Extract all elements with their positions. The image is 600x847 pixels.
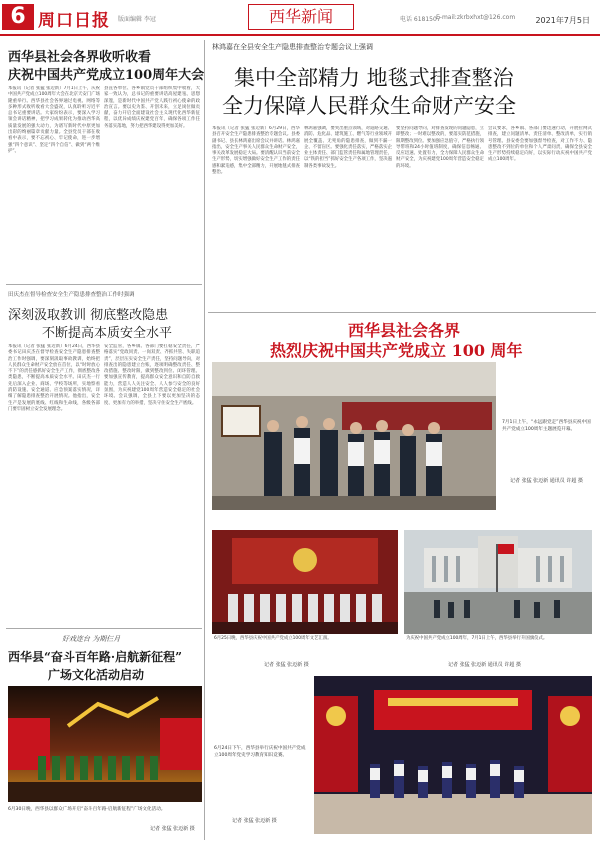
story1-divider [6, 284, 202, 285]
flag-ceremony-photo [404, 530, 592, 634]
square-performance-photo [8, 686, 202, 802]
main-story-title-line2: 全力保障人民群众生命财产安全 [222, 94, 516, 118]
story3-title-line2: 广场文化活动启动 [48, 668, 145, 682]
main-story-col3: 要坚持问题导向，对排查发现的问题隐患，立即整改；一时难以整改的，要落实防范措施，限期整改到位。要加强应急值守，严格执行领导带班和24小时值班制度，确保信息畅通、反应迅速、处置有力，全力保障人民群众生命财产安全，为庆祝建党100周年营造安全稳定的环境。 [396, 126, 484, 169]
story2-body-col1: 本报讯（记者 张猛 张迈新）6月24日，西华县委书记田庆杰在督导检查安全生产隐患排查整治工作时强调，要深刻汲取事故教训，始终把人民群众生命财产安全放在首位，以“时时放心不下”的责任感抓好安全生产工作，彻底整改各类隐患，不断提高本质安全水平。田庆杰一行先后深入企业、商场、学校等场所，实地察看消防设施、安全通道、应急预案落实情况，详细了解隐患排查整治开展情况。他指出，安全生产是发展的底线、红线和生命线，各级各部门要牢固树立安全发展理念。 [8, 344, 100, 412]
feature-title-line2: 热烈庆祝中国共产党成立 100 周年 [270, 341, 523, 360]
exhibition-photo [212, 362, 496, 510]
story3-caption: 6月30日晚，西华县以群众广场开启“奋斗百年路·启航新征程”广场文化活动。 [8, 807, 166, 812]
story1-body-col2: 县直各单位、各乡镇党员干部组织集中收看，大家一致认为，总书记的重要讲话高屋建瓴、思想深邃，是新时代中国共产党人践行初心使命的政治宣言。要以史为鉴、开创未来，立足岗位做贡献，奋力开启全面建设社会主义现代化西华新征程，以优异成绩庆祝建党百年，确保各项工作任务落实落地，努力把西华建设得更加美好。 [104, 86, 200, 129]
story2-kicker: 田庆杰在督导检查安全生产隐患排查整治工作时强调 [8, 292, 135, 298]
story1-title-line1: 西华县社会各界收听收看 [8, 50, 152, 65]
caption-contest: 6月24日下午，西华县举行庆祝中国共产党成立100周年党史学习教育知识竞赛。 [214, 746, 306, 758]
main-story-col2: 林鸿嘉强调，要突出重点领域，对道路交通、消防、危化品、建筑施工、燃气等行业领域开展全覆盖、无死角的隐患排查，做到不漏一企、不留盲区。要强化责任落实，严格落实企业主体责任、部门监管责任和属地管理责任，以“铁的担当”抓好安全生产各项工作，坚决遏制各类事故发生。 [304, 126, 392, 169]
main-story-title-line1: 集中全部精力 地毯式排查整治 [234, 66, 514, 90]
credit-exhibition: 记者 张猛 张迈新 通讯员 许超 摄 [510, 478, 583, 484]
main-story-kicker: 林鸿嘉在全县安全生产隐患排查整治专题会议上强调 [212, 43, 373, 51]
caption-exhibition: 7月1日上午，“永远跟党走”西华县庆祝中国共产党成立100周年主题展览开幕。 [502, 420, 591, 432]
credit-contest: 记者 张猛 张迈新 摄 [232, 818, 277, 824]
issue-date: 2021年7月5日 [535, 16, 590, 25]
column-divider [204, 40, 205, 840]
page-number: 6 [2, 4, 34, 30]
main-story-col4: 会议要求，各乡镇、各部门要迅速行动，开展拉网式排查，建立问题清单、责任清单、整改清单，实行销号管理。县安委会要加强督导检查，对工作不力、隐患整改不到位的单位和个人严肃问责，确保全县安全生产形势持续稳定向好，以实际行动庆祝中国共产党成立100周年。 [488, 126, 592, 163]
story3-title-line1: 西华县“奋斗百年路·启航新征程” [8, 650, 182, 664]
story3-kicker: 好戏连台 为期仨月 [62, 635, 121, 643]
editor-meta: 版面编辑 李冠 [118, 16, 156, 23]
gala-photo [212, 530, 398, 634]
masthead [0, 0, 600, 36]
story2-body-col2: 安全监管，各乡镇、各部门要扛稳安全责任，严格落实“党政同责、一岗双责、齐抓共管、失职追责”，层层压实安全生产责任，坚持问题导向，对排查出的隐患建立台账，逐项明确整改责任、整改措施、整改时限，做到整改到位、闭环管理。要加强宣传教育，提高群众安全意识和自防自救能力，营造人人关注安全、人人参与安全的良好氛围，为庆祝建党100周年营造安全稳定的社会环境。会议强调，全县上下要以更加坚决的态度、更加有力的举措，坚决守住安全生产底线。 [104, 344, 200, 406]
story3-credit: 记者 张猛 张迈新 摄 [150, 826, 195, 832]
phone-meta: 电话 6181507 [400, 16, 441, 23]
masthead-rule [0, 34, 600, 36]
email-meta: E-mail:zkrbxhxt@126.com [436, 14, 516, 21]
newspaper-logo: 周口日报 [38, 11, 110, 31]
section-title: 西华新闻 [248, 4, 354, 30]
story1-title-line2: 庆祝中国共产党成立100周年大会 [8, 68, 205, 83]
feature-title-line1: 西华县社会各界 [348, 321, 461, 340]
story2-divider [6, 628, 202, 629]
caption-flag-ceremony: 为庆祝中国共产党成立100周年，7月1日上午，西华县举行升国旗仪式。 [406, 636, 548, 641]
credit-flag-ceremony: 记者 张猛 张迈新 通讯员 许超 摄 [448, 662, 521, 668]
story1-body-col1: 本报讯（记者 张猛 张迈新）7月1日上午，庆祝中国共产党成立100周年大会在北京天安门广场隆重举行。西华县社会各界通过电视、网络等多种形式收听收看大会盛况，认真聆听习近平总书记重要讲话。大家纷纷表示，要深入学习领会讲话精神，把学习成果转化为推动西华高质量发展的强大动力，为谱写新时代中原更加出彩的绚丽篇章贡献力量。全县党员干部在收看中表示，要不忘初心、牢记使命，进一步增强“四个意识”、坚定“四个自信”、做到“两个维护”。 [8, 86, 100, 154]
caption-gala: 6月25日晚，西华县庆祝中国共产党成立100周年文艺汇演。 [214, 636, 332, 641]
credit-gala: 记者 张猛 张迈新 摄 [264, 662, 309, 668]
feature-divider [208, 312, 596, 313]
story2-title-line2: 不断提高本质安全水平 [42, 326, 173, 341]
story2-title-line1: 深刻汲取教训 彻底整改隐患 [8, 308, 169, 323]
main-story-col1: 本报讯（记者 张猛 张迈新）6月29日，西华县召开安全生产隐患排查整治专题会议。县委副书记、县长林鸿嘉出席会议并讲话。林鸿嘉指出，安全生产事关人民群众生命财产安全，事关改革发展稳定大局。要清醒认识当前安全生产形势，切实增强做好安全生产工作的责任感和紧迫感，集中全部精力，开展地毯式排查整治。 [212, 126, 300, 176]
contest-stage-photo [314, 676, 592, 834]
